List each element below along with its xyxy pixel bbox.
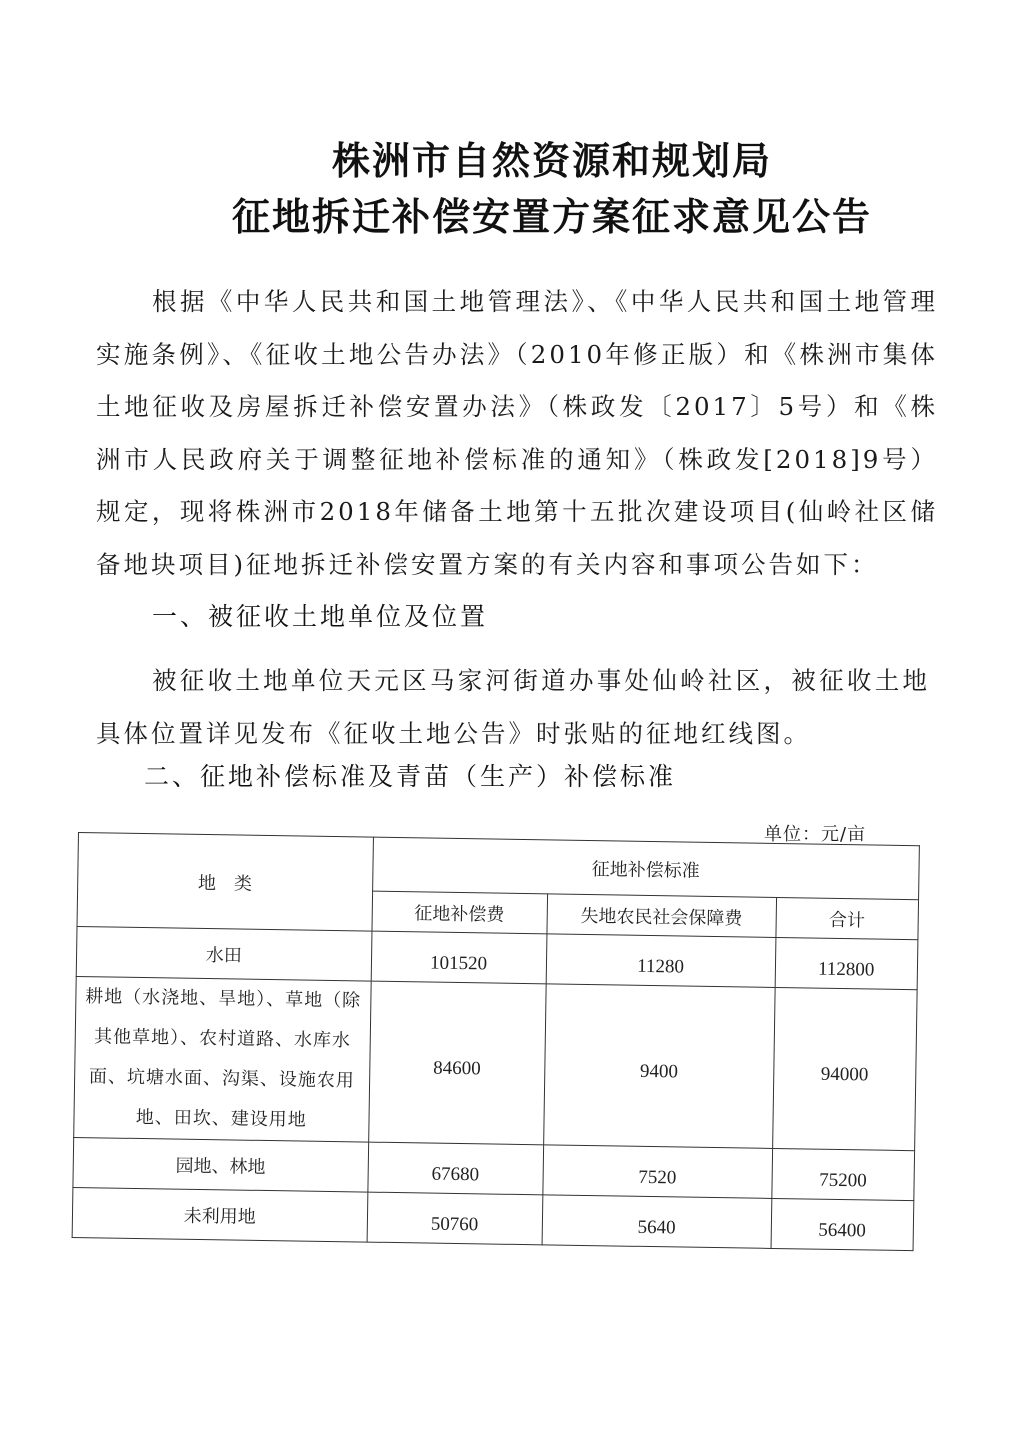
header-social-security: 失地农民社会保障费 [547,894,776,938]
header-total: 合计 [776,897,919,939]
header-land-type: 地 类 [77,833,373,932]
cell-land-type: 未利用地 [72,1187,367,1242]
cell-social: 5640 [542,1195,772,1249]
section-1-heading: 一、被征收土地单位及位置 [152,602,489,631]
cell-land-type: 园地、林地 [73,1137,368,1192]
table-unit-label: 单位：元/亩 [764,824,867,845]
table-header-row [78,833,920,900]
title-line-1: 株洲市自然资源和规划局 [331,139,772,183]
cell-total: 56400 [771,1198,914,1250]
cell-fee: 84600 [368,981,546,1145]
cell-land-type: 耕地（水浇地、旱地）、草地（除其他草地）、农村道路、水库水面、坑塘水面、沟渠、设施农用地、田坎、建设用地 [74,976,371,1142]
cell-fee: 50760 [367,1192,543,1245]
cell-social: 7520 [543,1145,773,1199]
section-1-paragraph: 被征收土地单位天元区马家河街道办事处仙岭社区，被征收土地具体位置详见发布《征收土地公告》时张贴的征地红线图。 [96,666,930,748]
cell-fee: 101520 [371,931,547,984]
header-compensation-group: 征地补偿标准 [372,837,919,900]
cell-total: 94000 [772,987,917,1150]
table-row [74,976,917,1150]
cell-social: 11280 [546,934,776,988]
cell-fee: 67680 [367,1142,543,1195]
header-fee: 征地补偿费 [372,891,548,934]
cell-social: 9400 [543,984,774,1149]
compensation-table [72,832,920,1251]
intro-paragraph: 根据《中华人民共和国土地管理法》、《中华人民共和国土地管理实施条例》、《征收土地公告办法》（2010年修正版）和《株洲市集体土地征收及房屋拆迁补偿安置办法》（株政发〔2017〕5号）和《株洲市人民政府关于调整征地补偿标准的通知》（株政发[2018]9号）规定，现将株洲市2018年储备土地第十五批次建设项目(仙岭社区储备地块项目)征地拆迁补偿安置方案的有关内容和事项公告如下： [96,287,938,579]
cell-total: 112800 [775,937,918,989]
section-2-heading: 二、征地补偿标准及青苗（生产）补偿标准 [144,762,677,791]
cell-total: 75200 [771,1148,914,1200]
title-line-2: 征地拆迁补偿安置方案征求意见公告 [231,195,872,239]
cell-land-type: 水田 [76,926,371,981]
